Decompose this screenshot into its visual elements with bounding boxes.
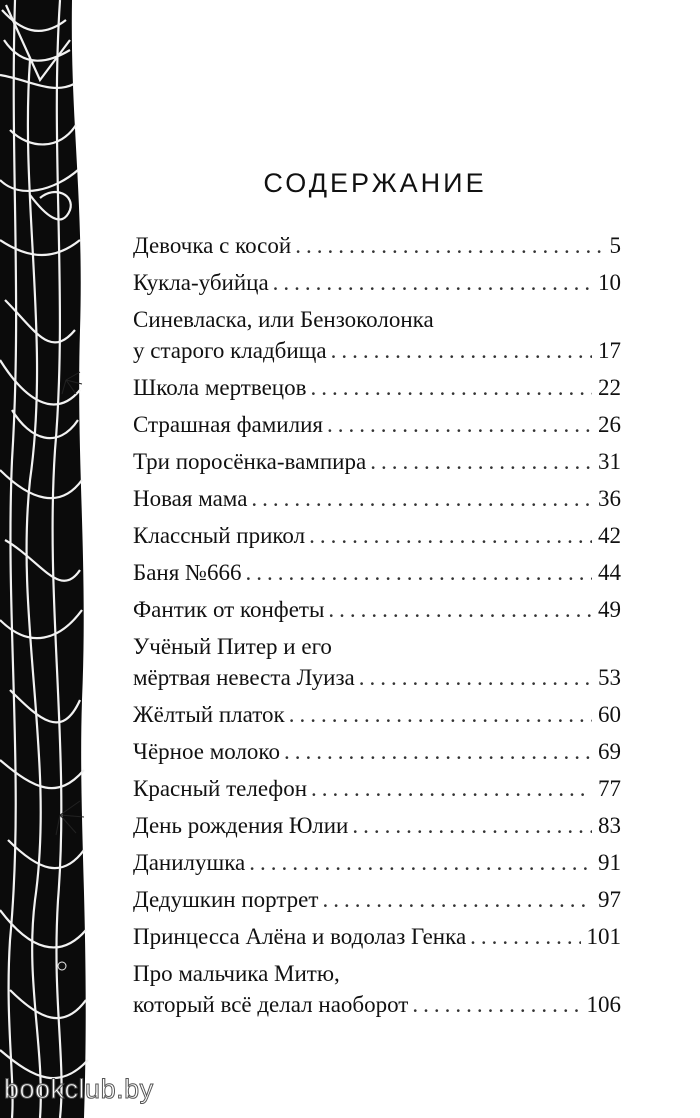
toc-page-number: 17 bbox=[598, 338, 621, 363]
toc-page-number: 31 bbox=[598, 449, 621, 474]
toc-entry-title: у старого кладбища bbox=[133, 338, 327, 363]
leader-dots bbox=[359, 662, 592, 693]
toc-entry-title: Данилушка bbox=[133, 850, 246, 875]
toc-page-number: 69 bbox=[598, 739, 621, 764]
toc-heading: СОДЕРЖАНИЕ bbox=[263, 168, 487, 198]
toc-entry bbox=[133, 699, 621, 730]
toc-page-number: 53 bbox=[598, 665, 621, 690]
toc-entry bbox=[133, 884, 621, 915]
toc-entry-title-line1: Про мальчика Митю, bbox=[133, 961, 340, 986]
table-of-contents bbox=[133, 230, 621, 1026]
toc-entry bbox=[133, 446, 621, 477]
toc-entry-title: День рождения Юлии bbox=[133, 813, 349, 838]
leader-dots bbox=[295, 230, 603, 261]
toc-page-number: 91 bbox=[598, 850, 621, 875]
toc-page-number: 77 bbox=[598, 776, 621, 801]
toc-entry bbox=[133, 520, 621, 551]
toc-entry bbox=[133, 557, 621, 588]
leader-dots bbox=[310, 372, 592, 403]
toc-page-number: 60 bbox=[598, 702, 621, 727]
leader-dots bbox=[412, 989, 580, 1020]
toc-entry-title: Три поросёнка-вампира bbox=[133, 449, 367, 474]
toc-entry bbox=[133, 773, 621, 804]
toc-entry bbox=[133, 267, 621, 298]
leader-dots bbox=[328, 594, 592, 625]
toc-entry bbox=[133, 483, 621, 514]
toc-entry-title-line1: Синевласка, или Бензоколонка bbox=[133, 307, 434, 332]
toc-page-number: 26 bbox=[598, 412, 621, 437]
toc-page-number: 97 bbox=[598, 887, 621, 912]
leader-dots bbox=[311, 773, 592, 804]
toc-entry-title: Жёлтый платок bbox=[133, 702, 285, 727]
toc-page-number: 44 bbox=[598, 560, 621, 585]
toc-page-number: 36 bbox=[598, 486, 621, 511]
toc-page-number: 10 bbox=[598, 270, 621, 295]
toc-entry bbox=[133, 372, 621, 403]
toc-page-number: 49 bbox=[598, 597, 621, 622]
leader-dots bbox=[251, 483, 592, 514]
toc-entry-title: Кукла-убийца bbox=[133, 270, 269, 295]
leader-dots bbox=[309, 520, 592, 551]
toc-page-number: 5 bbox=[609, 233, 621, 258]
toc-entry-title: Девочка с косой bbox=[133, 233, 292, 258]
leader-dots bbox=[284, 736, 592, 767]
leader-dots bbox=[289, 699, 592, 730]
site-watermark: bookclub.by bbox=[4, 1074, 154, 1104]
toc-page-number: 42 bbox=[598, 523, 621, 548]
toc-entry-title: Баня №666 bbox=[133, 560, 242, 585]
toc-page-number: 106 bbox=[586, 992, 621, 1017]
toc-entry bbox=[133, 958, 621, 1020]
toc-entry-title: Фантик от конфеты bbox=[133, 597, 325, 622]
toc-entry bbox=[133, 631, 621, 693]
toc-entry bbox=[133, 921, 621, 952]
toc-entry-title: Красный телефон bbox=[133, 776, 308, 801]
toc-entry-title: Страшная фамилия bbox=[133, 412, 323, 437]
toc-entry bbox=[133, 304, 621, 366]
toc-entry-title: который всё делал наоборот bbox=[133, 992, 409, 1017]
toc-entry bbox=[133, 810, 621, 841]
toc-page-number: 22 bbox=[598, 375, 621, 400]
leader-dots bbox=[246, 557, 593, 588]
toc-entry bbox=[133, 847, 621, 878]
toc-entry-title: Новая мама bbox=[133, 486, 248, 511]
leader-dots bbox=[331, 335, 592, 366]
toc-entry-title-line1: Учёный Питер и его bbox=[133, 634, 332, 659]
toc-entry-title: Дедушкин портрет bbox=[133, 887, 319, 912]
toc-entry bbox=[133, 409, 621, 440]
leader-dots bbox=[322, 884, 592, 915]
leader-dots bbox=[470, 921, 580, 952]
leader-dots bbox=[370, 446, 592, 477]
toc-entry-title: Принцесса Алёна и водолаз Генка bbox=[133, 924, 467, 949]
toc-entry-title: Школа мертвецов bbox=[133, 375, 307, 400]
leader-dots bbox=[273, 267, 592, 298]
leader-dots bbox=[327, 409, 592, 440]
toc-entry-title: Чёрное молоко bbox=[133, 739, 280, 764]
toc-entry bbox=[133, 230, 621, 261]
toc-page-number: 83 bbox=[598, 813, 621, 838]
toc-entry bbox=[133, 594, 621, 625]
toc-entry bbox=[133, 736, 621, 767]
spiderweb-border-illustration bbox=[0, 0, 92, 1118]
toc-page-number: 101 bbox=[586, 924, 621, 949]
toc-entry-title: мёртвая невеста Луиза bbox=[133, 665, 355, 690]
leader-dots bbox=[249, 847, 592, 878]
toc-entry-title: Классный прикол bbox=[133, 523, 306, 548]
leader-dots bbox=[352, 810, 592, 841]
